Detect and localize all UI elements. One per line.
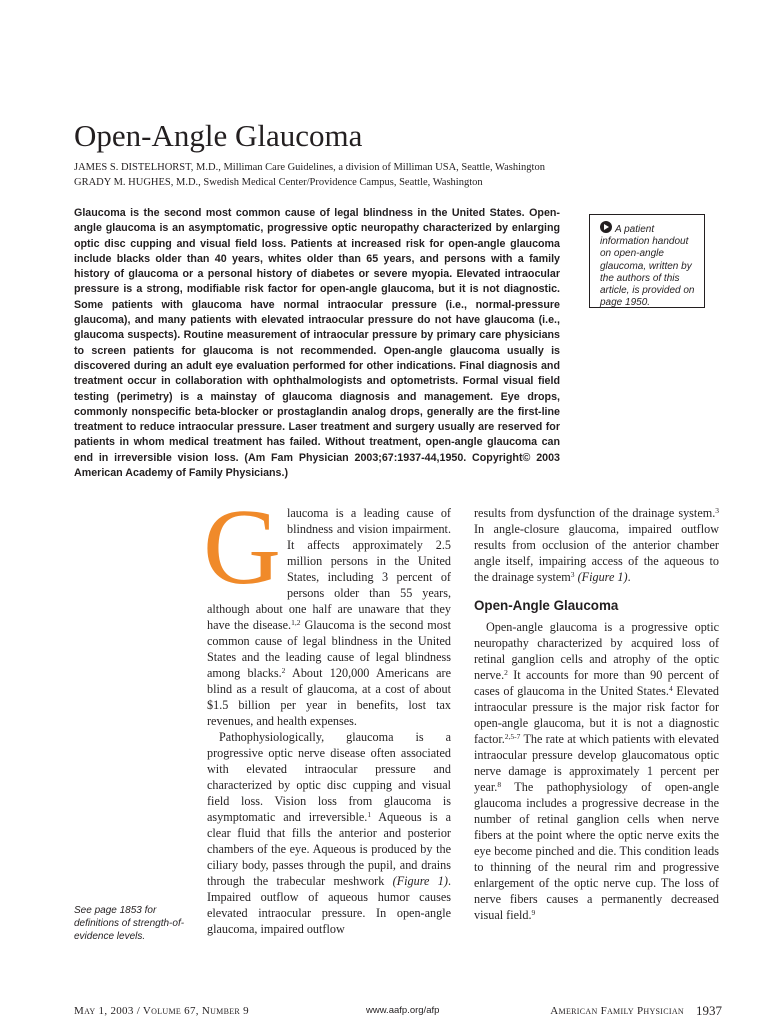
citation: 3	[715, 506, 719, 515]
figure-reference: (Figure 1)	[574, 570, 628, 584]
abstract-text: Glaucoma is the second most common cause of legal blindness in the United States. Open-angle glaucoma is an asymptomatic, progressive optic neuropathy characterized by enlarging optic disc cupping and visual field loss. Patients at increased risk for open-angle glaucoma include blacks older than 40 years, whites older than 65 years, and persons with a family history of glaucoma or a personal history of diabetes or severe myopia. Elevated intraocular pressure is a strong, modifiable risk factor for open-angle glaucoma, but it is not diagnostic. Some patients with glaucoma have normal intraocular pressure (i.e., normal-pressure glaucoma), and many patients with elevated intraocular pressure do not have glaucoma (i.e., glaucoma suspects). Routine measurement of intraocular pressure by primary care physicians to screen patients for glaucoma is not recommended. Open-angle glaucoma usually is discovered during an adult eye evaluation performed for other indications. Final diagnosis and treatment occur in collaboration with ophthalmologists and optometrists. Formal visual field testing (perimetry) is a mainstay of glaucoma diagnosis and management. Eye drops, commonly nonspecific beta-blocker or prostaglandin analog drops, generally are the first-line treatment to reduce intraocular pressure. Laser treatment and surgery usually are reserved for patients in whom medical treatment has failed. Without treatment, open-angle glaucoma can end in irreversible vision loss. (Am Fam Physician 2003;67:1937-44,1950. Copyright© 2003 American Academy of Family Physicians.)	[74, 207, 560, 480]
author-line-1: JAMES S. DISTELHORST, M.D., Milliman Care Guidelines, a division of Milliman USA, Seattle, Washington	[74, 162, 545, 173]
patient-handout-note	[589, 214, 705, 308]
citation: 2	[281, 666, 286, 675]
body-paragraph-1: Glaucoma is a leading cause of blindness and vision impairment. It affects approximately 2.5 million persons in the United States, including 3 percent of persons older than 55 years, although about one half are unaware that they have the disease.$^{1,2}$ Glaucoma is the second most common cause of legal blindness in the United States and the leading cause of legal blindness among blacks.$^2$ About 120,000 Americans are blind as a result of glaucoma, at a cost of about $1.5 billion per year in benefits, lost tax revenues, and health expenses.	[203, 488, 451, 728]
evidence-sidenote: See page 1853 for definitions of strength-of-evidence levels.	[74, 905, 185, 942]
body-column-right	[474, 505, 719, 923]
page-number: 1937	[696, 1003, 722, 1018]
page-footer	[74, 1002, 722, 1020]
journal-name: American Family Physician	[550, 1005, 684, 1017]
author-list	[74, 160, 545, 190]
citation: 3	[570, 570, 575, 579]
abstract	[74, 206, 560, 481]
citation: 1	[367, 810, 372, 819]
author-line-2: GRADY M. HUGHES, M.D., Swedish Medical Center/Providence Campus, Seattle, Washington	[74, 177, 483, 188]
citation: 4	[668, 684, 673, 693]
issue-info: May 1, 2003 / Volume 67, Number 9	[74, 1005, 249, 1017]
arrow-right-icon	[600, 221, 612, 233]
body-paragraph-2: Pathophysiologically, glaucoma is a progressive optic nerve disease often associated with elevated intraocular pressure and characterized by optic disc cupping and visual field loss. Vision loss from glaucoma is asymptomatic and irreversible.$^1$ Aqueous is a clear fluid that fills the anterior and posterior chambers of the eye. Aqueous is produced by the ciliary body, passes through the pupil, and drains through the trabecular meshwork (Figure 1). Impaired outflow of aqueous humor causes elevated intraocular pressure. In open-angle glaucoma, impaired outflow	[207, 730, 451, 936]
citation: 1,2	[291, 618, 301, 627]
drop-cap: G	[203, 488, 281, 607]
figure-reference: (Figure 1)	[392, 874, 448, 888]
body-paragraph-4: Open-angle glaucoma is a progressive optic neuropathy characterized by acquired loss of retinal ganglion cells and atrophy of the optic nerve.$^2$ It accounts for more than 90 percent of cases of glaucoma in the United States.$^4$ Elevated intraocular pressure is the major risk factor for open-angle glaucoma, but it is not a diagnostic factor.$^{2,5-7}$ The rate at which patients with elevated intraocular pressure develop glaucomatous optic nerve damage is approximately 1 percent per year.$^8$ The pathophysiology of open-angle glaucoma includes a progressive decrease in the number of retinal ganglion cells when nerve fibers at the point where the optic nerve exits the eye become pinched and die. This condition leads to thinning of the neural rim and progressive enlargement of the optic nerve cup. The loss of nerve fibers causes a permanently decreased visual field.$^9$	[474, 620, 719, 922]
section-heading: Open-Angle Glaucoma	[474, 598, 619, 613]
citation: 8	[497, 780, 502, 789]
body-paragraph-3: results from dysfunction of the drainage system.$^3$ In angle-closure glaucoma, impaired outflow results from occlusion of the anterior chamber angle itself, impairing access of the aqueous to the drainage system$^3$ (Figure 1).	[474, 506, 719, 584]
citation: 2,5-7	[504, 732, 521, 741]
journal-url[interactable]: www.aafp.org/afp	[366, 1005, 440, 1016]
page-title: Open-Angle Glaucoma	[74, 118, 363, 153]
body-column-left	[203, 488, 451, 937]
handout-note-text: A patient information handout on open-angle glaucoma, written by the authors of this article, is provided on page 1950.	[600, 224, 695, 309]
citation: 9	[531, 908, 536, 917]
citation: 2	[504, 668, 508, 677]
